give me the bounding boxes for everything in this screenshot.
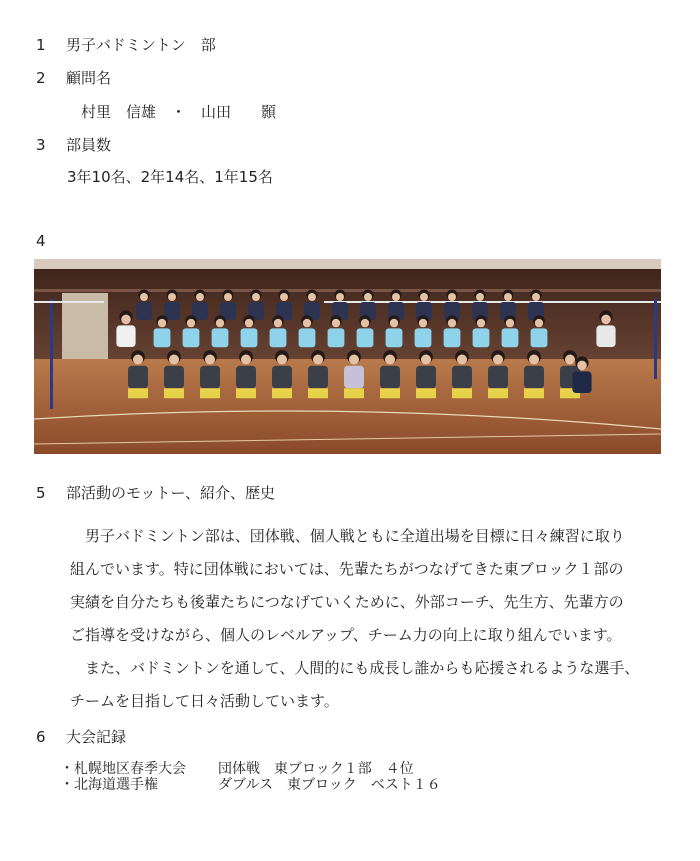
section-2-heading	[36, 67, 111, 88]
intro-line: 実績を自分たちも後輩たちにつなげていくために、外部コーチ、先生方、先輩方の	[70, 593, 624, 611]
section-5-heading	[36, 482, 275, 503]
section-title: 部員数	[66, 136, 112, 154]
section-number: 5	[36, 484, 46, 502]
record-result: 団体戦 東ブロック１部 ４位	[218, 761, 414, 777]
record-row	[60, 777, 441, 793]
team-photo	[34, 259, 661, 454]
intro-line: また、バドミントンを通して、人間的にも成長し誰からも応援されるような選手、	[70, 659, 640, 677]
section-1-heading	[36, 34, 216, 55]
club-name: 男子バドミントン 部	[66, 36, 216, 54]
section-number: 6	[36, 728, 46, 746]
intro-line: 男子バドミントン部は、団体戦、個人戦ともに全道出場を目標に日々練習に取り	[70, 527, 625, 545]
section-title: 部活動のモットー、紹介、歴史	[66, 484, 275, 502]
club-introduction	[70, 520, 639, 718]
record-event: ・札幌地区春季大会	[60, 761, 186, 777]
intro-line: 組んでいます。特に団体戦においては、先輩たちがつなげてきた東ブロック１部の	[70, 560, 624, 578]
section-title: 大会記録	[66, 728, 127, 746]
section-number: 4	[36, 232, 46, 250]
intro-line: ご指導を受けながら、個人のレベルアップ、チーム力の向上に取り組んでいます。	[70, 626, 622, 644]
advisor-names: 村里 信雄 ・ 山田 顥	[81, 103, 277, 121]
member-count: 3年10名、2年14名、1年15名	[67, 168, 273, 186]
record-result: ダブルス 東ブロック ベスト１６	[218, 777, 441, 793]
section-title: 顧問名	[66, 69, 112, 87]
section-3-heading	[36, 134, 111, 155]
section-number: 3	[36, 136, 46, 154]
tournament-records	[60, 761, 441, 793]
section-6-heading	[36, 726, 126, 747]
section-number: 2	[36, 69, 46, 87]
intro-line: チームを目指して日々活動しています。	[70, 692, 339, 710]
record-event: ・北海道選手権	[60, 777, 158, 793]
record-row	[60, 761, 441, 777]
section-number: 1	[36, 36, 46, 54]
section-4-heading	[36, 232, 66, 250]
